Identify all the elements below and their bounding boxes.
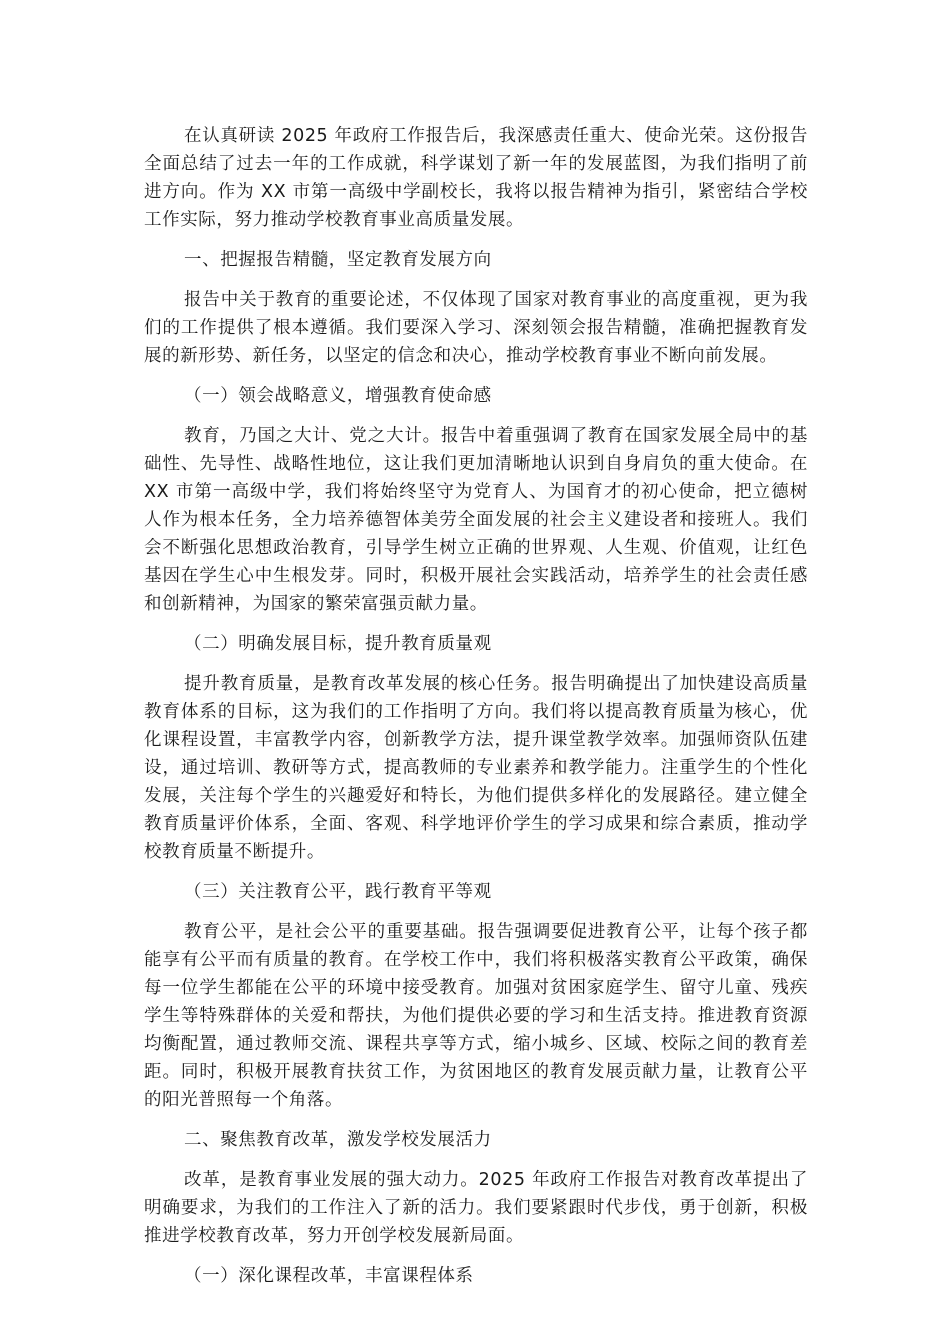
subsection-3-heading: （三）关注教育公平，践行教育平等观	[184, 882, 492, 902]
subsection-2-heading: （二）明确发展目标，提升教育质量观	[184, 634, 492, 654]
section-2-paragraph: 改革，是教育事业发展的强大动力。2025 年政府工作报告对教育改革提出了明确要求，为我们的工作注入了新的活力。我们要紧跟时代步伐，勇于创新，积极推进学校教育改革，努力开创学校发展新局面。	[144, 1170, 808, 1246]
subsection-2-paragraph: 提升教育质量，是教育改革发展的核心任务。报告明确提出了加快建设高质量教育体系的目标，这为我们的工作指明了方向。我们将以提高教育质量为核心，优化课程设置，丰富教学内容，创新教学方法，提升课堂教学效率。加强师资队伍建设，通过培训、教研等方式，提高教师的专业素养和教学能力。注重学生的个性化发展，关注每个学生的兴趣爱好和特长，为他们提供多样化的发展路径。建立健全教育质量评价体系，全面、客观、科学地评价学生的学习成果和综合素质，推动学校教育质量不断提升。	[144, 674, 808, 862]
section-1-paragraph: 报告中关于教育的重要论述，不仅体现了国家对教育事业的高度重视，更为我们的工作提供了根本遵循。我们要深入学习、深刻领会报告精髓，准确把握教育发展的新形势、新任务，以坚定的信念和决心，推动学校教育事业不断向前发展。	[144, 290, 808, 366]
subsection-3-paragraph: 教育公平，是社会公平的重要基础。报告强调要促进教育公平，让每个孩子都能享有公平而有质量的教育。在学校工作中，我们将积极落实教育公平政策，确保每一位学生都能在公平的环境中接受教育。加强对贫困家庭学生、留守儿童、残疾学生等特殊群体的关爱和帮扶，为他们提供必要的学习和生活支持。推进教育资源均衡配置，通过教师交流、课程共享等方式，缩小城乡、区域、校际之间的教育差距。同时，积极开展教育扶贫工作，为贫困地区的教育发展贡献力量，让教育公平的阳光普照每一个角落。	[144, 922, 808, 1110]
intro-paragraph: 在认真研读 2025 年政府工作报告后，我深感责任重大、使命光荣。这份报告全面总结了过去一年的工作成就，科学谋划了新一年的发展蓝图，为我们指明了前进方向。作为 XX 市第一高级中学副校长，我将以报告精神为指引，紧密结合学校工作实际，努力推动学校教育事业高质量发展。	[144, 126, 808, 230]
section-2-heading: 二、聚焦教育改革，激发学校发展活力	[184, 1130, 492, 1150]
subsection-4-heading: （一）深化课程改革，丰富课程体系	[184, 1266, 474, 1286]
subsection-1-heading: （一）领会战略意义，增强教育使命感	[184, 386, 492, 406]
section-1-heading: 一、把握报告精髓，坚定教育发展方向	[184, 250, 492, 270]
subsection-1-paragraph: 教育，乃国之大计、党之大计。报告中着重强调了教育在国家发展全局中的基础性、先导性、战略性地位，这让我们更加清晰地认识到自身肩负的重大使命。在 XX 市第一高级中学，我们将始终坚守为党育人、为国育才的初心使命，把立德树人作为根本任务，全力培养德智体美劳全面发展的社会主义建设者和接班人。我们会不断强化思想政治教育，引导学生树立正确的世界观、人生观、价值观，让红色基因在学生心中生根发芽。同时，积极开展社会实践活动，培养学生的社会责任感和创新精神，为国家的繁荣富强贡献力量。	[144, 426, 808, 614]
document-page	[144, 122, 808, 1290]
